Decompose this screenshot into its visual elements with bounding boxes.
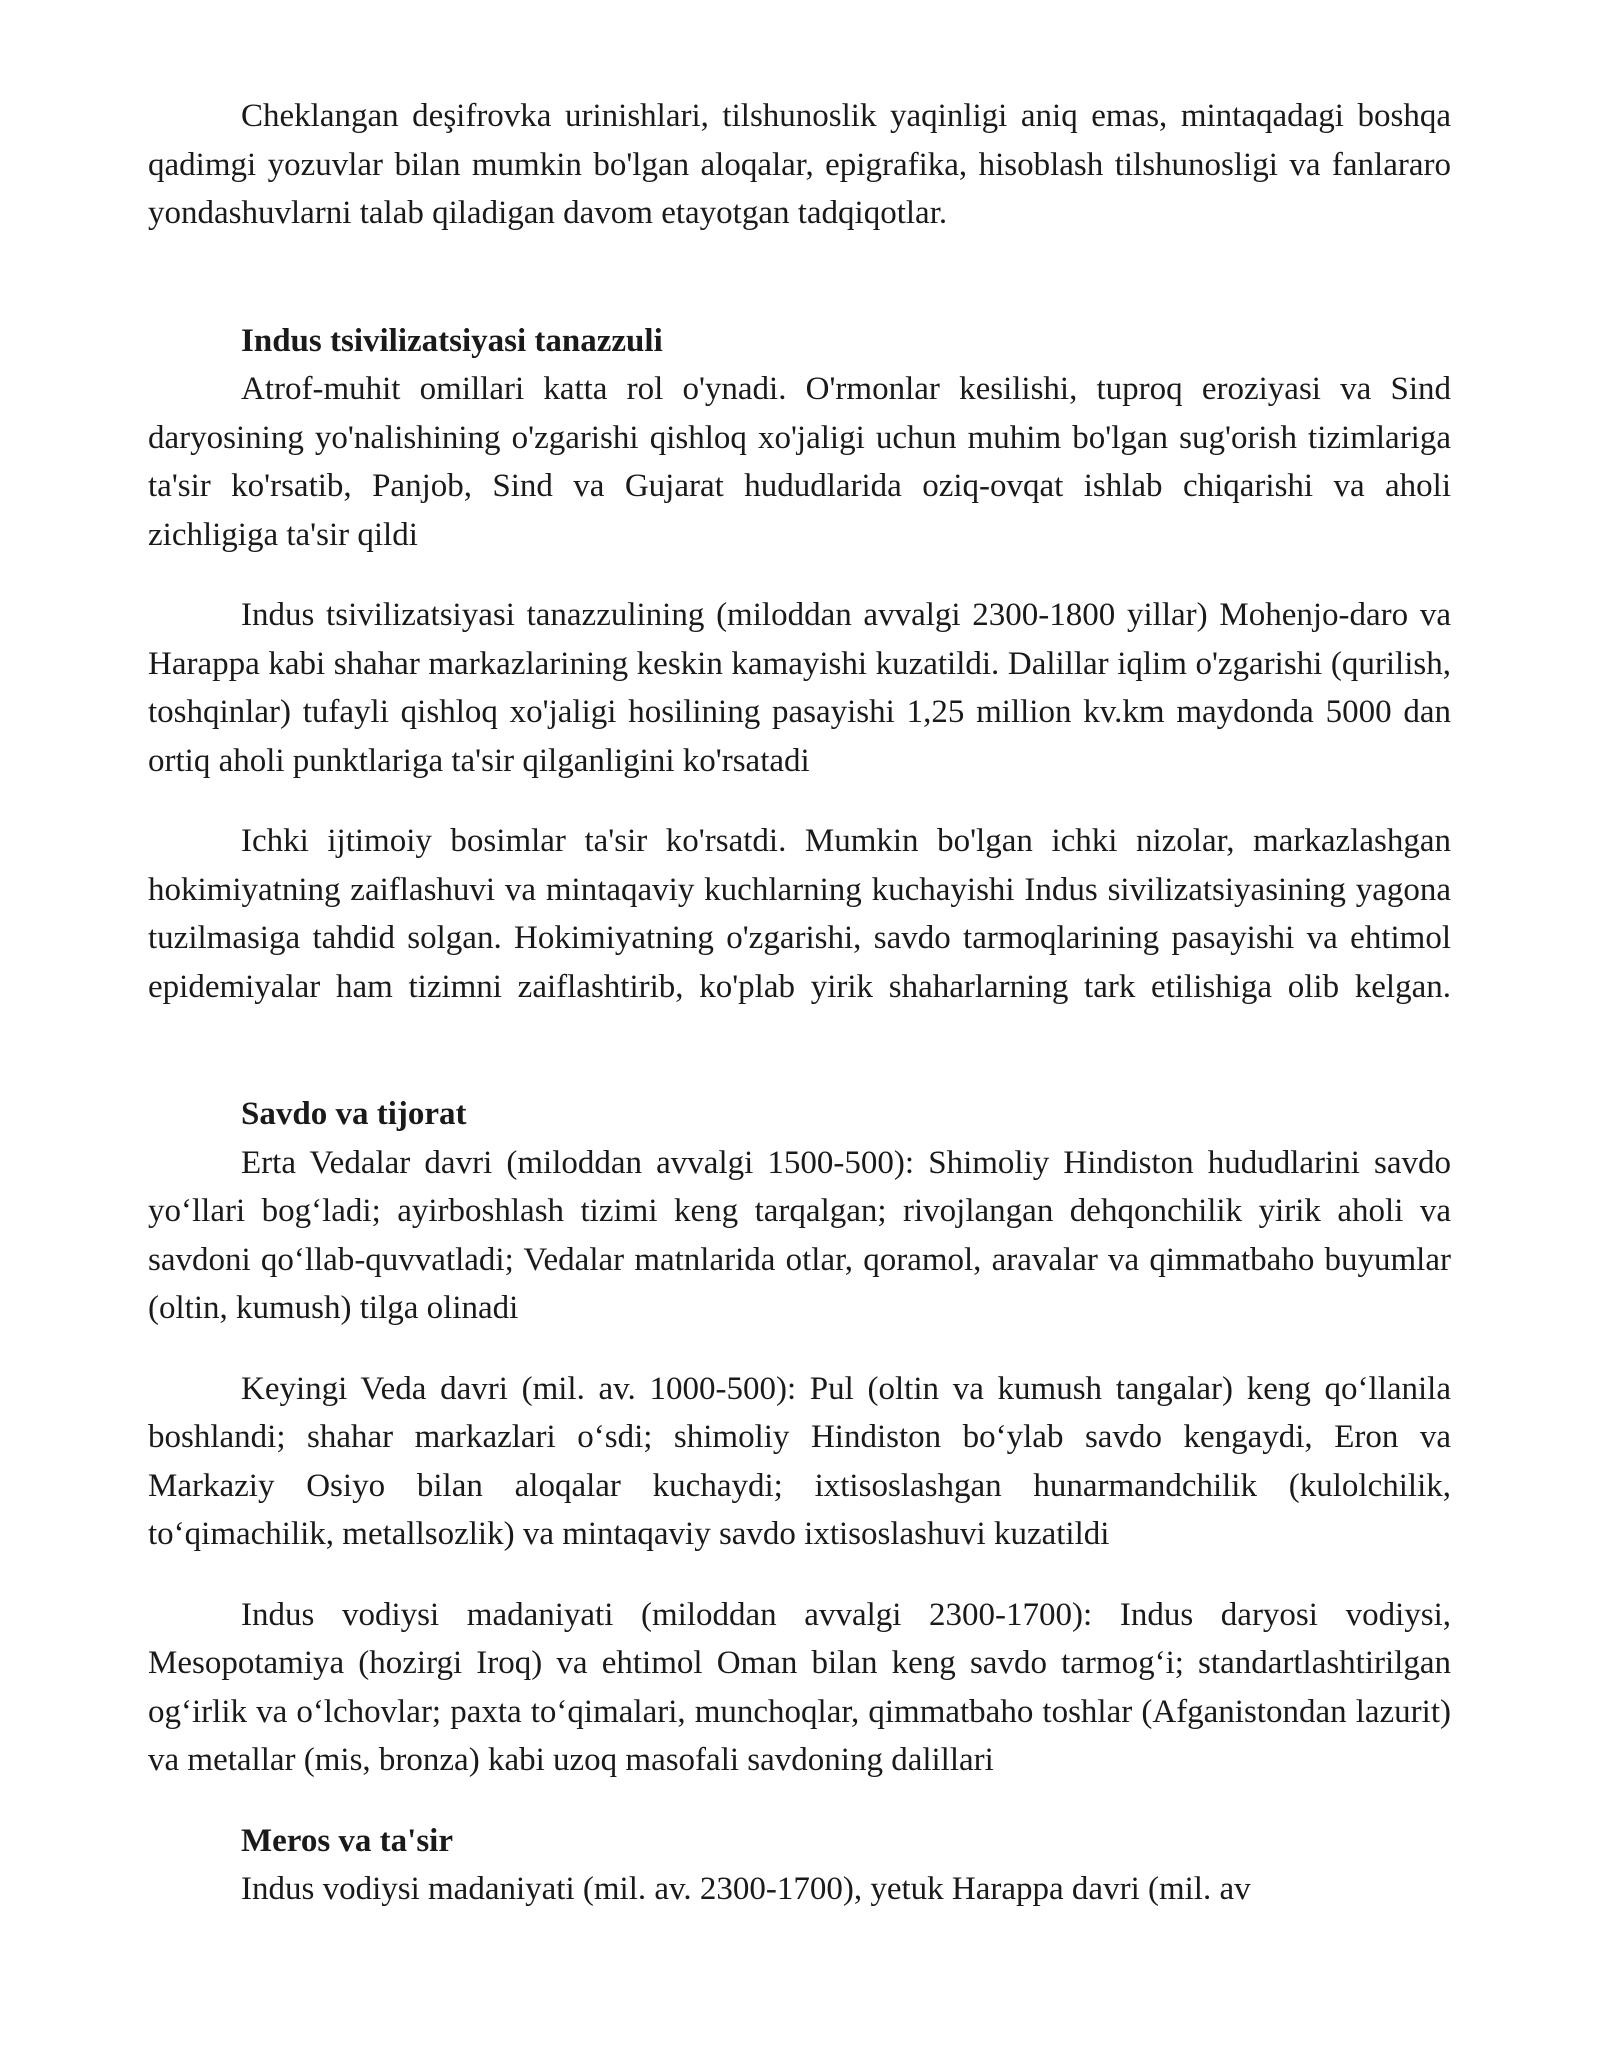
heading-decline: Indus tsivilizatsiyasi tanazzuli (241, 322, 663, 359)
heading-trade: Savdo va tijorat (241, 1096, 467, 1132)
paragraph-early-vedic: Erta Vedalar davri (miloddan avvalgi 1500-500): Shimoliy Hindiston hududlarini savdo yoʻllari bogʻladi; ayirboshlash tizimi keng tarqalgan; rivojlangan dehqonchilik yirik aholi va savdoni qoʻllab-quvvatladi; Vedalar matnlarida otlar, qoramol, aravalar va qimmatbaho buyumlar (oltin, kumush) tilga olinadi (148, 1144, 1451, 1326)
paragraph-decipherment: Cheklangan deşifrovka urinishlari, tilshunoslik yaqinligi aniq emas, mintaqadagi boshqa qadimgi yozuvlar bilan mumkin bo'lgan aloqalar, epigrafika, hisoblash tilshunosligi va fanlararo yondashuvlarni talab qiladigan davom etayotgan tadqiqotlar. (148, 98, 1451, 231)
paragraph-legacy-start: Indus vodiysi madaniyati (mil. av. 2300-1700), yetuk Harappa davri (mil. av (241, 1871, 1251, 1907)
paragraph-environmental-factors: Atrof-muhit omillari katta rol o'ynadi. O'rmonlar kesilishi, tuproq eroziyasi va Sind daryosining yo'nalishining o'zgarishi qishloq xo'jaligi uchun muhim bo'lgan sug'orish tizimlariga ta'sir ko'rsatib, Panjob, Sind va Gujarat hududlarida oziq-ovqat ishlab chiqarishi va aholi zichligiga ta'sir qildi (148, 371, 1451, 553)
paragraph-later-vedic: Keyingi Veda davri (mil. av. 1000-500): Pul (oltin va kumush tangalar) keng qoʻllanila boshlandi; shahar markazlari oʻsdi; shimoliy Hindiston boʻylab savdo kengaydi, Eron va Markaziy Osiyo bilan aloqalar kuchaydi; ixtisoslashgan hunarmandchilik (kulolchilik, toʻqimachilik, metallsozlik) va mintaqaviy savdo ixtisoslashuvi kuzatildi (148, 1370, 1451, 1552)
section-spacer (148, 238, 1451, 317)
paragraph-social-pressures: Ichki ijtimoiy bosimlar ta'sir ko'rsatdi. Mumkin bo'lgan ichki nizolar, markazlashgan hokimiyatning zaiflashuvi va mintaqaviy kuchlarning kuchayishi Indus sivilizatsiyasining yagona tuzilmasiga tahdid solgan. Hokimiyatning o'zgarishi, savdo tarmoqlarining pasayishi va ehtimol epidemiyalar ham tizimni zaiflashtirib, ko'plab yirik shaharlarning tark etilishiga olib kelgan. (148, 823, 1451, 1005)
paragraph-spacer (148, 785, 1451, 817)
paragraph-urban-decline: Indus tsivilizatsiyasi tanazzulining (miloddan avvalgi 2300-1800 yillar) Mohenjo-daro va Harappa kabi shahar markazlarining keskin kamayishi kuzatildi. Dalillar iqlim o'zgarishi (qurilish, toshqinlar) tufayli qishloq xo'jaligi hosilining pasayishi 1,25 million kv.km maydonda 5000 dan ortiq aholi punktlariga ta'sir qilganligini ko'rsatadi (148, 597, 1451, 779)
heading-legacy: Meros va ta'sir (241, 1822, 454, 1859)
paragraph-spacer (148, 1333, 1451, 1365)
section-spacer (148, 1011, 1451, 1090)
paragraph-spacer (148, 1559, 1451, 1591)
paragraph-indus-valley-trade: Indus vodiysi madaniyati (miloddan avvalgi 2300-1700): Indus daryosi vodiysi, Mesopotamiya (hozirgi Iroq) va ehtimol Oman bilan keng savdo tarmogʻi; standartlashtirilgan ogʻirlik va oʻlchovlar; paxta toʻqimalari, munchoqlar, qimmatbaho toshlar (Afganistondan lazurit) va metallar (mis, bronza) kabi uzoq masofali savdoning dalillari (148, 1596, 1451, 1778)
paragraph-spacer (148, 559, 1451, 591)
document-page (148, 92, 1451, 1914)
paragraph-spacer (148, 1785, 1451, 1817)
